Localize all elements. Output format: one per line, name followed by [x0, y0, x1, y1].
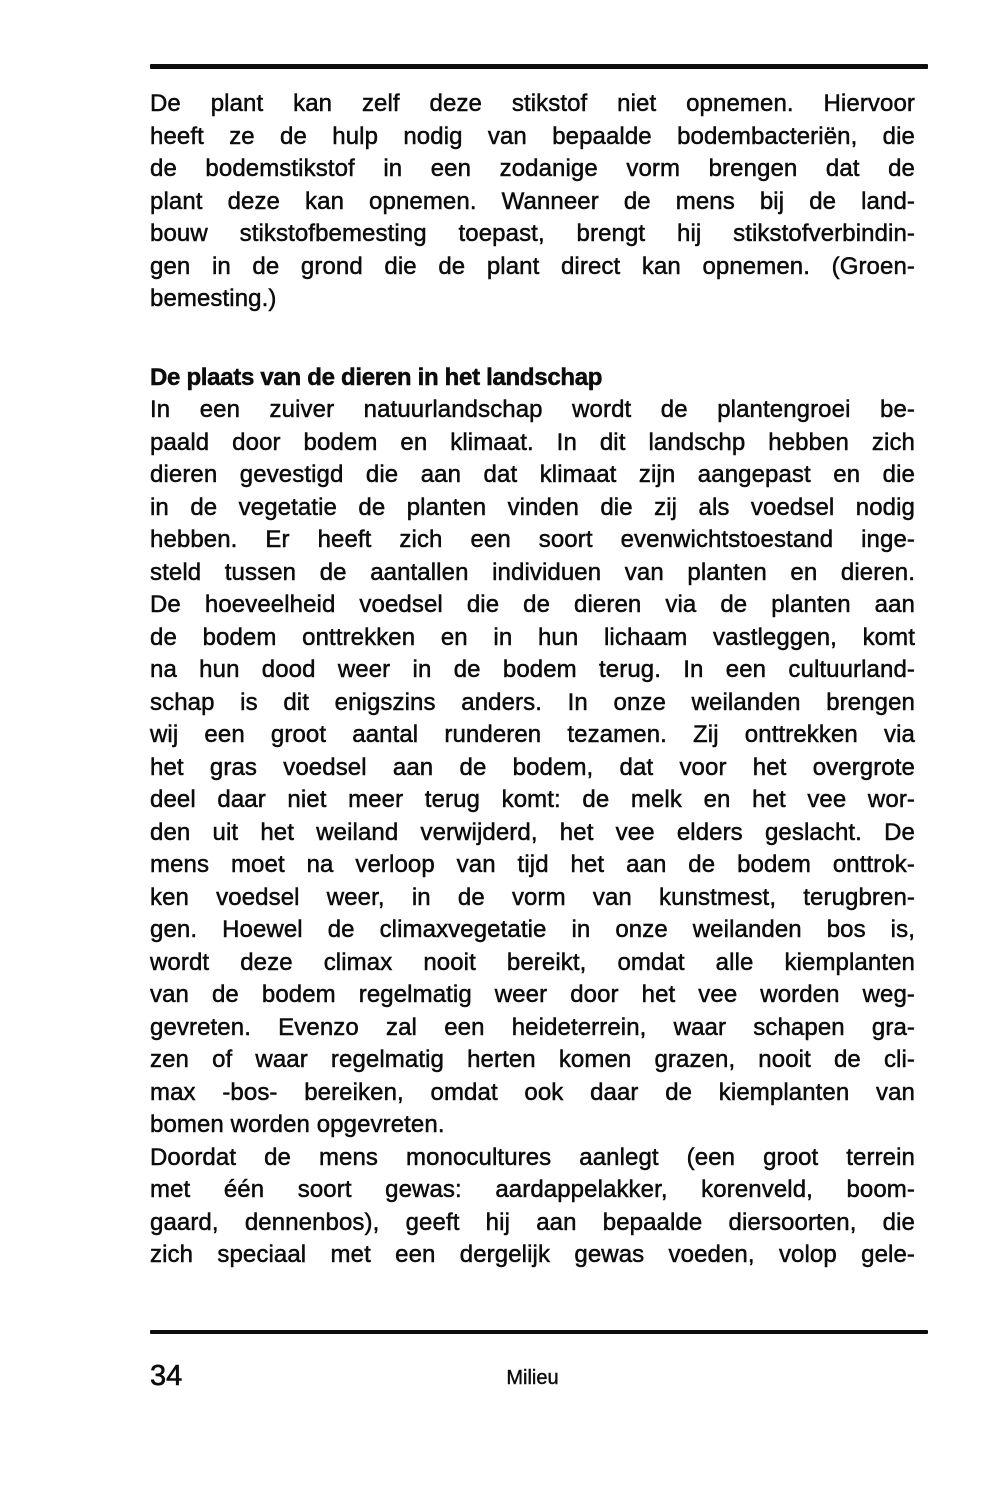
- text-line: gen in de grond die de plant direct kan opnemen. (Groen-: [150, 252, 915, 280]
- text-line: De hoeveelheid voedsel die de dieren via de planten aan: [150, 591, 915, 618]
- page-number: 34: [150, 1360, 183, 1392]
- text-line: gen. Hoewel de climaxvegetatie in onze weilanden bos is,: [150, 916, 915, 943]
- text-line: mens moet na verloop van tijd het aan de bodem onttrok-: [150, 851, 915, 878]
- paragraph-nitrogen: [150, 88, 915, 316]
- text-line: steld tussen de aantallen individuen van planten en dieren.: [150, 558, 915, 586]
- text-line: bemesting.): [150, 285, 277, 312]
- section-heading: De plaats van de dieren in het landschap: [150, 363, 603, 391]
- text-line: de bodemstikstof in een zodanige vorm brengen dat de: [150, 155, 915, 182]
- text-line: zen of waar regelmatig herten komen grazen, nooit de cli-: [150, 1046, 915, 1073]
- text-line: heeft ze de hulp nodig van bepaalde bodembacteriën, die: [150, 122, 915, 150]
- text-line: gevreten. Evenzo zal een heideterrein, waar schapen gra-: [150, 1013, 915, 1041]
- text-line: Doordat de mens monocultures aanlegt (een groot terrein: [150, 1143, 915, 1171]
- text-line: bomen worden opgevreten.: [150, 1111, 445, 1138]
- text-line: de bodem onttrekken en in hun lichaam vastleggen, komt: [150, 623, 915, 651]
- chapter-title: Milieu: [506, 1367, 559, 1389]
- top-rule: [150, 64, 928, 69]
- bottom-rule: [150, 1330, 928, 1334]
- text-line: gaard, dennenbos), geeft hij aan bepaalde diersoorten, die: [150, 1208, 915, 1236]
- text-line: De plant kan zelf deze stikstof niet opnemen. Hiervoor: [150, 90, 915, 117]
- text-line: den uit het weiland verwijderd, het vee elders geslacht. De: [150, 818, 915, 846]
- text-column: [150, 88, 915, 1272]
- text-line: In een zuiver natuurlandschap wordt de plantengroei be-: [150, 396, 915, 423]
- text-line: dieren gevestigd die aan dat klimaat zijn aangepast en die: [150, 461, 915, 488]
- text-line: van de bodem regelmatig weer door het vee worden weg-: [150, 981, 915, 1008]
- paragraph-monocultures: [150, 1142, 915, 1272]
- text-line: wij een groot aantal runderen tezamen. Zij onttrekken via: [150, 721, 915, 748]
- text-line: schap is dit enigszins anders. In onze weilanden brengen: [150, 688, 915, 716]
- text-line: ken voedsel weer, in de vorm van kunstmest, terugbren-: [150, 883, 915, 911]
- text-line: zich speciaal met een dergelijk gewas voeden, volop gele-: [150, 1241, 915, 1268]
- text-line: in de vegetatie de planten vinden die zij als voedsel nodig: [150, 493, 915, 521]
- text-line: na hun dood weer in de bodem terug. In een cultuurland-: [150, 656, 915, 683]
- text-line: het gras voedsel aan de bodem, dat voor het overgrote: [150, 753, 915, 781]
- text-line: bouw stikstofbemesting toepast, brengt hij stikstofverbindin-: [150, 220, 915, 247]
- text-line: paald door bodem en klimaat. In dit landschp hebben zich: [150, 428, 915, 456]
- text-line: wordt deze climax nooit bereikt, omdat alle kiemplanten: [150, 948, 915, 976]
- text-line: max -bos- bereiken, omdat ook daar de kiemplanten van: [150, 1078, 915, 1106]
- text-line: plant deze kan opnemen. Wanneer de mens bij de land-: [150, 187, 915, 215]
- paragraph-animals-landscape: [150, 394, 915, 1142]
- text-line: deel daar niet meer terug komt: de melk en het vee wor-: [150, 786, 915, 813]
- text-line: hebben. Er heeft zich een soort evenwichtstoestand inge-: [150, 526, 915, 553]
- text-line: met één soort gewas: aardappelakker, korenveld, boom-: [150, 1176, 915, 1203]
